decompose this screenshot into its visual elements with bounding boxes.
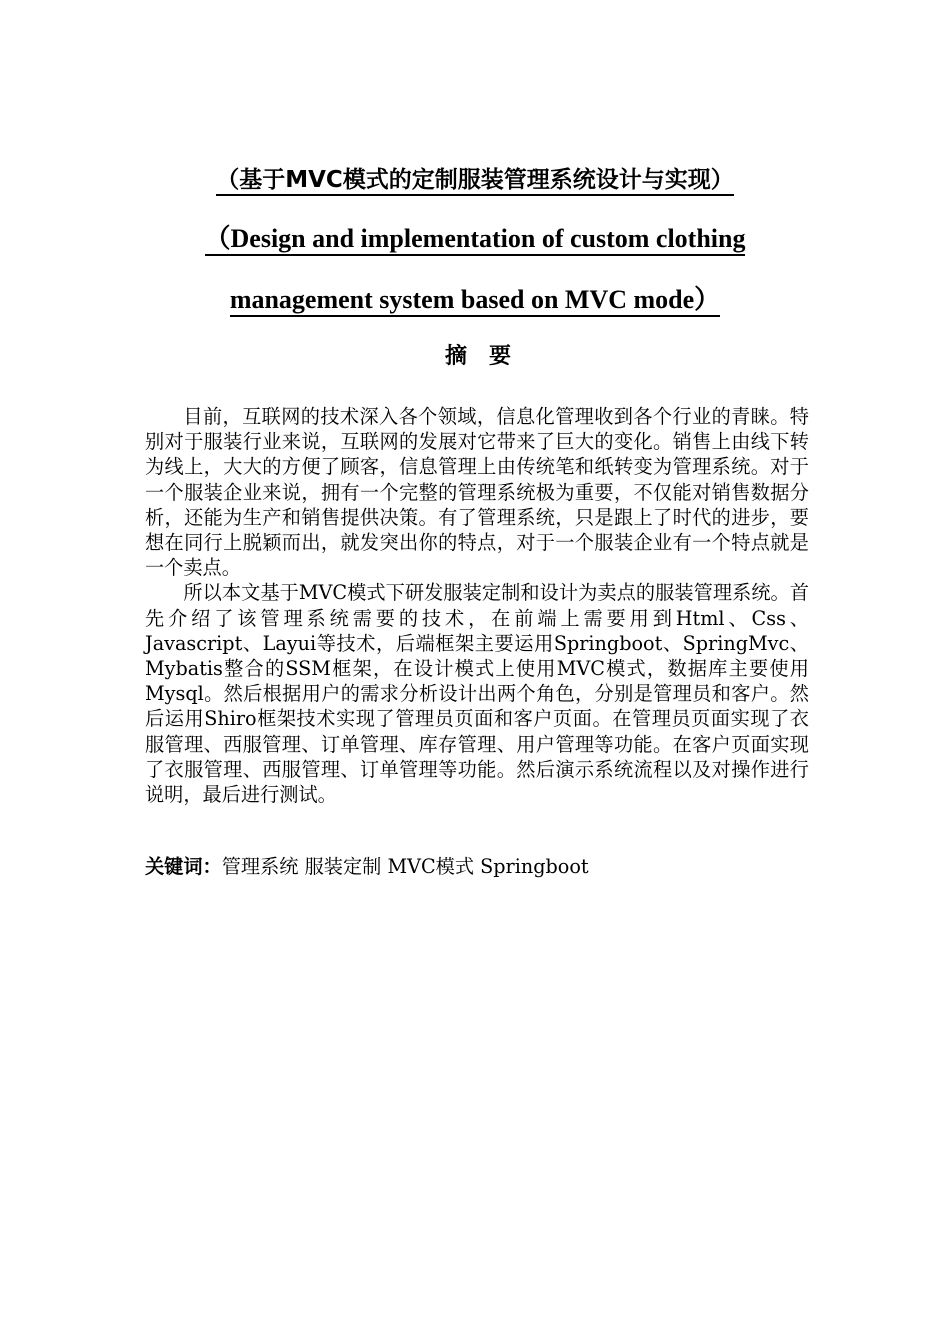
english-title-line-1-text: （Design and implementation of custom clothing bbox=[205, 224, 746, 256]
chinese-title bbox=[0, 163, 950, 197]
abstract-heading: 摘要 bbox=[444, 344, 533, 369]
english-title-line-2-text: management system based on MVC mode） bbox=[230, 285, 720, 317]
english-title-line-2 bbox=[0, 282, 950, 318]
keywords-value: 管理系统 服装定制 MVC模式 Springboot bbox=[221, 855, 589, 878]
keywords-label: 关键词： bbox=[145, 855, 222, 878]
abstract-paragraph-1: 目前，互联网的技术深入各个领域，信息化管理收到各个行业的青睐。特别对于服装行业来说，互联网的发展对它带来了巨大的变化。销售上由线下转为线上，大大的方便了顾客，信息管理上由传统笔和纸转变为管理系统。对于一个服装企业来说，拥有一个完整的管理系统极为重要，不仅能对销售数据分析，还能为生产和销售提供决策。有了管理系统，只是跟上了时代的进步，要想在同行上脱颖而出，就发突出你的特点，对于一个服装企业有一个特点就是一个卖点。 bbox=[145, 405, 809, 580]
abstract-body bbox=[145, 404, 809, 807]
keywords-line bbox=[145, 854, 809, 880]
chinese-title-text: （基于MVC模式的定制服装管理系统设计与实现） bbox=[216, 167, 734, 196]
abstract-paragraph-2: 所以本文基于MVC模式下研发服装定制和设计为卖点的服装管理系统。首先介绍了该管理系统需要的技术，在前端上需要用到Html、Css、Javascript、Layui等技术，后端框架主要运用Springboot、SpringMvc、Mybatis整合的SSM框架，在设计模式上使用MVC模式，数据库主要使用Mysql。然后根据用户的需求分析设计出两个角色，分别是管理员和客户。然后运用Shiro框架技术实现了管理员页面和客户页面。在管理员页面实现了衣服管理、西服管理、订单管理、库存管理、用户管理等功能。在客户页面实现了衣服管理、西服管理、订单管理等功能。然后演示系统流程以及对操作进行说明，最后进行测试。 bbox=[145, 581, 809, 807]
english-title-line-1 bbox=[0, 221, 950, 257]
